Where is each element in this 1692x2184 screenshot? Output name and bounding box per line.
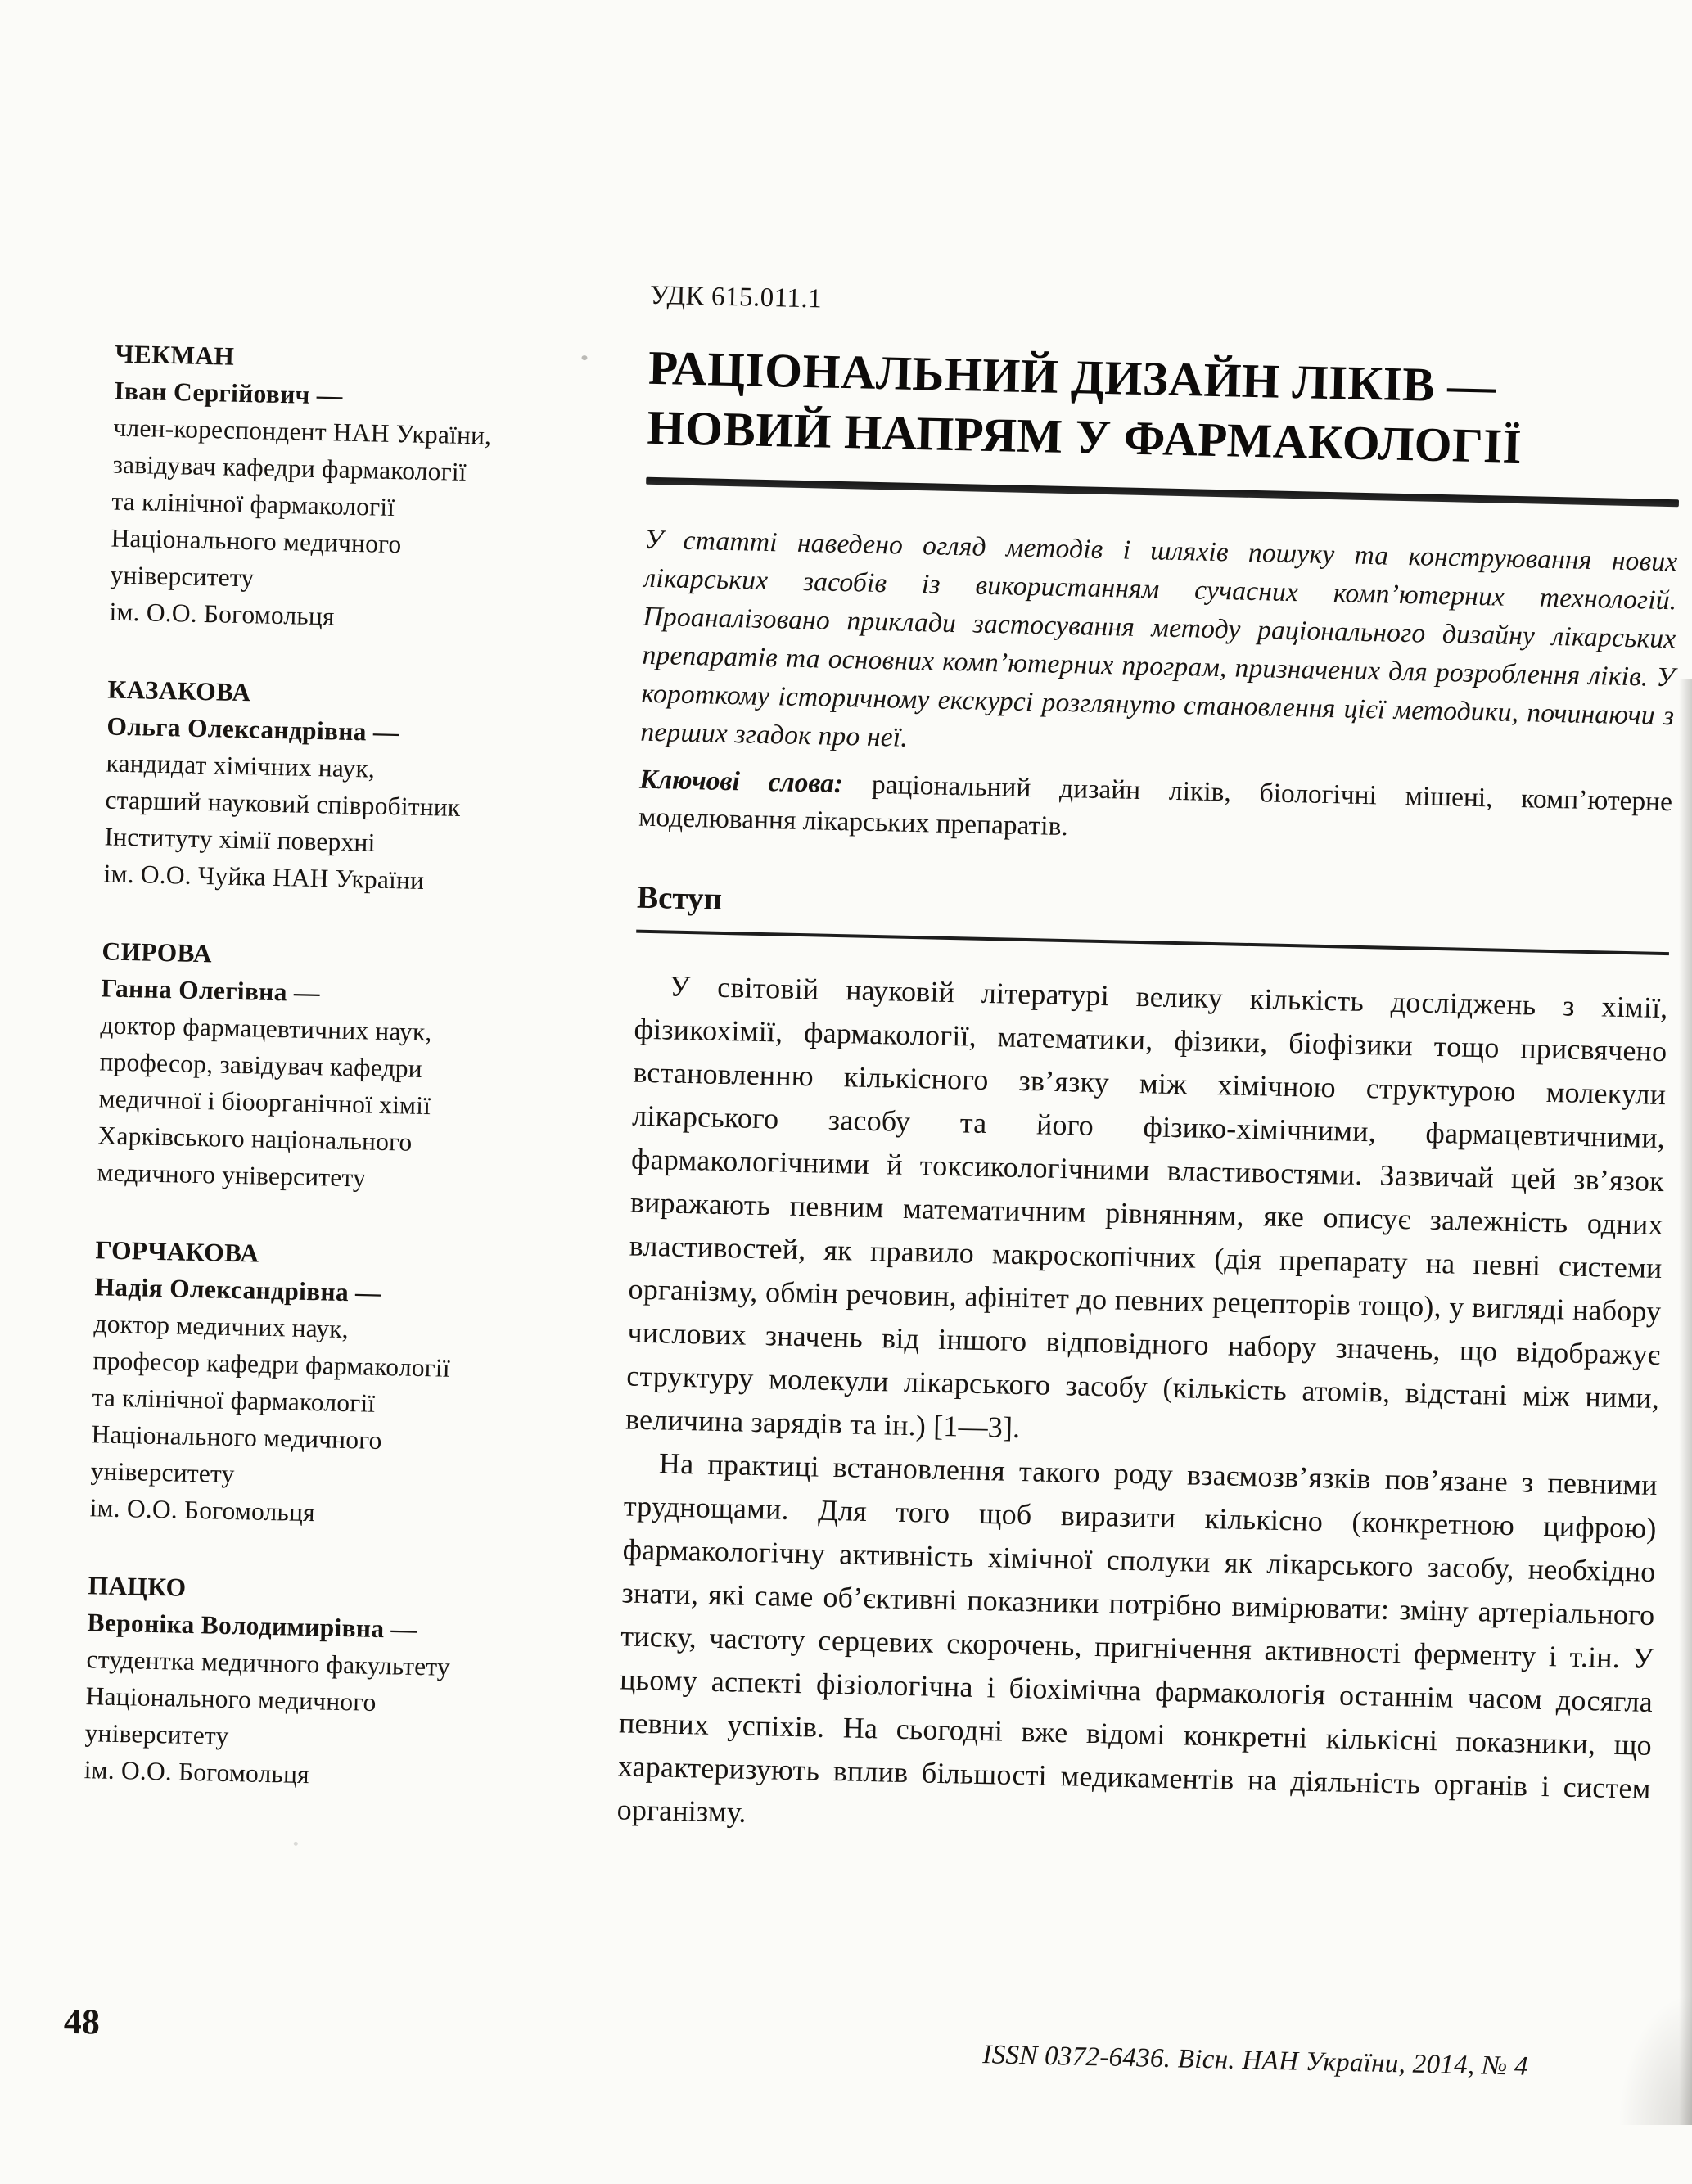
author-affiliation: студентка медичного факультету Національного медичного університету ім. О.О. Богомольця [83,1640,586,1798]
author-affiliation: доктор фармацевтичних наук, професор, завідувач кафедри медичної і біоорганічної хімії Харківського національного медичного університету [97,1006,600,1201]
journal-footer-issn: ISSN 0372-6436. Вісн. НАН України, 2014, № 4 [982,2040,1528,2082]
scan-corner-shadow [1618,1994,1692,2125]
author-name: Ганна Олегівна — [101,969,601,1017]
scan-edge-shadow [1679,679,1692,2125]
scan-speck [581,355,587,360]
author-affiliation: доктор медичних наук, професор кафедри фармакології та клінічної фармакології Національного медичного університету ім. О.О. Богомольця [89,1305,593,1536]
author-block-gorchakova [89,1231,595,1536]
author-name: Ольга Олександрівна — [106,707,607,755]
article-abstract: У статті наведено огляд методів і шляхів пошуку та конструювання нових лікарських засобів із використанням сучасних комп’ютерних технологій. Проаналізовано приклади застосування методу раціонального дизайну лікарських препаратів та основних комп’ютерних програм, призначених для розроблення ліків. У короткому історичному екскурсі розглянуто становлення цієї методики, починаючи з перших згадок про неї. [640,521,1678,774]
author-affiliation: кандидат хімічних наук, старший науковий співробітник Інституту хімії поверхні ім. О.О. Чуйка НАН України [103,744,606,902]
author-name: Іван Сергійович — [114,372,614,420]
scan-speck [294,1842,298,1846]
author-surname: ПАЦКО [88,1567,588,1614]
body-paragraph-2: На практиці встановлення такого роду взаємозв’язків пов’язане з певними труднощами. Для того щоб виразити кількісно (конкретною цифрою) фармакологічну активність хімічної сполуки як лікарського засобу, необхідно знати, які саме об’єктивні показники потрібно вимірювати: зміну артеріального тиску, частоту серцевих скорочень, пригнічення активності ферменту і т.ін. У цьому аспекті фізіологічна і біохімічна фармакологія останнім часом досягла певних успіхів. На сьогодні вже відомі конкретні кількісні показники, що характеризують вплив більшості медикаментів на діяльність органів і систем організму. [616,1441,1658,1853]
keywords-label: Ключові слова: [639,765,844,799]
author-block-patsko [83,1567,588,1798]
udc-code: УДК 615.011.1 [650,279,1684,335]
body-paragraph-1: У світовій науковій літературі велику кількість досліджень з хімії, фізикохімії, фармакології, математики, фізики, біофізики тощо присвячено встановленню кількісного зв’язку між хімічною структурою молекули лікарського засобу та його фізико-хімічними, фармацевтичними, фармакологічними й токсикологічними властивостями. Зазвичай цей зв’язок виражають певним математичним рівнянням, яке описує залежність одних властивостей, як правило макроскопічних (дія препарату на певні системи організму, обмін речовин, афінітет до певних рецепторів тощо), у вигляді набору числових значень від іншого відповідного набору значень, що відображує структуру молекули лікарського засобу (кількість атомів, відстані між ними, величина зарядів та ін.) [1—3]. [625,964,1668,1464]
author-surname: КАЗАКОВА [107,670,607,718]
author-block-kazakova [103,670,607,902]
author-name: Надія Олександрівна — [94,1268,594,1315]
author-surname: ЧЕКМАН [115,336,615,383]
author-name: Вероніка Володимирівна — [87,1604,587,1651]
article-title-line2: НОВИЙ НАПРЯМ У ФАРМАКОЛОГІЇ [647,398,1681,481]
article-column [616,279,1683,1854]
keywords-text: раціональний дизайн ліків, біологічні мішені, комп’ютерне моделювання лікарських препаратів. [638,769,1673,842]
article-title-line1: РАЦІОНАЛЬНИЙ ДИЗАЙН ЛІКІВ — [647,338,1681,421]
author-surname: СИРОВА [102,932,602,980]
page-number: 48 [63,2001,100,2043]
article-title [647,338,1682,480]
author-block-chekman [109,336,615,641]
author-affiliation: член-кореспондент НАН України, завідувач кафедри фармакології та клінічної фармакології Національного медичного університету ім. О.О. Богомольця [109,409,613,641]
keywords-line [638,761,1673,860]
title-rule [646,477,1679,508]
section-heading-vstup: Вступ [637,879,1671,940]
author-block-syrova [97,932,602,1201]
authors-sidebar [83,336,615,1840]
author-surname: ГОРЧАКОВА [95,1231,595,1279]
